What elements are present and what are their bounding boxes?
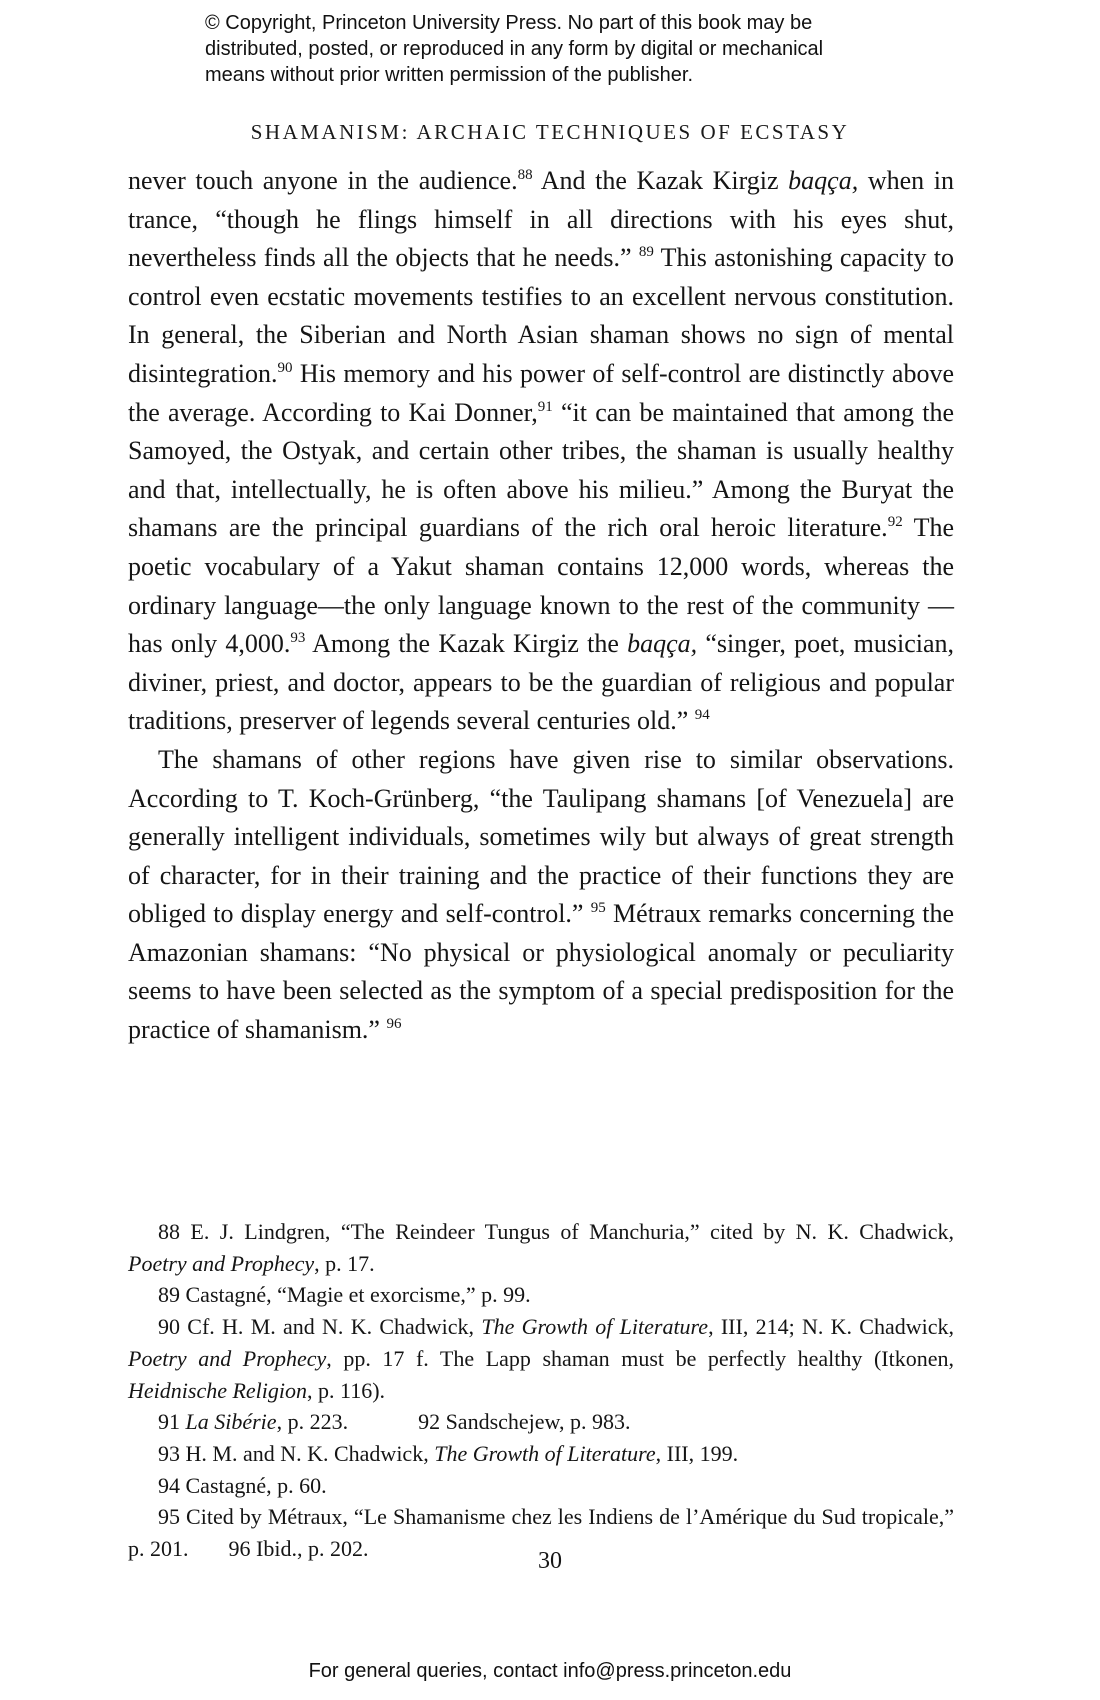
footnote-89: 89 Castagné, “Magie et exorcisme,” p. 99. [158, 1282, 531, 1308]
text-run: “singer, poet, musician, diviner, priest, and doctor, appears to be the guardian of religious and popular traditions, preserver of legends several centuries old.” [128, 629, 954, 736]
text-run: And the Kazak Kirgiz [532, 166, 789, 195]
footnote-88: 88 E. J. Lindgren, “The Reindeer Tungus of Manchuria,” cited by N. K. Chadwick, Poetry and Prophecy, p. 17. [128, 1219, 954, 1276]
footnote-ref: 95 [590, 900, 606, 917]
text-run: His memory and his power of self-control are distinctly above the average. According to Kai Donner, [128, 358, 954, 427]
footnote-92: 92 Sandschejew, p. 983. [418, 1409, 631, 1435]
text-run: The shamans of other regions have given rise to similar observations. According to T. Koch-Grünberg, “the Taulipang shamans [of Venezuela] are generally intelligent individuals, sometimes wily but always of great strength of character, for in their training and the practice of their functions they are obliged to display energy and self-control.” [128, 744, 954, 929]
footnote-ref: 94 [694, 707, 710, 724]
contact-footer: For general queries, contact info@press.princeton.edu [308, 1660, 792, 1682]
footnote-ref: 92 [887, 514, 903, 531]
footnote-ref: 93 [290, 630, 306, 647]
text-run: when in trance, “though he flings himself in all directions with his eyes shut, nevertheless finds all the objects that he needs.” [128, 166, 954, 273]
footnote-ref: 90 [277, 359, 293, 376]
text-run: The poetic vocabulary of a Yakut shaman contains 12,000 words, whereas the ordinary language—the only language known to the rest of the community —has only 4,000. [128, 513, 954, 659]
italic-term: baqça, [627, 629, 698, 659]
footnote-91-92 [128, 1406, 954, 1438]
copyright-line: distributed, posted, or reproduced in any form by digital or mechanical [205, 38, 824, 60]
page-number: 30 [538, 1548, 562, 1574]
text-run: Métraux remarks concerning the Amazonian shamans: “No physical or physiological anomaly or peculiarity seems to have been selected as the symptom of a special predisposition for the practice of shamanism.” [128, 899, 954, 1045]
footnote-90: 90 Cf. H. M. and N. K. Chadwick, The Growth of Literature, III, 214; N. K. Chadwick, Poetry and Prophecy, pp. 17 f. The Lapp shaman must be perfectly healthy (Itkonen, Heidnische Religion, p. 116). [128, 1314, 954, 1403]
text-run: “it can be maintained that among the Samoyed, the Ostyak, and certain other tribes, the shaman is usually healthy and that, intellectually, he is often above his milieu.” Among the Buryat the shamans are the principal guardians of the rich oral heroic literature. [128, 397, 954, 543]
body-text [128, 162, 954, 1050]
text-run: This astonishing capacity to control even ecstatic movements testifies to an excellent nervous constitution. In general, the Siberian and North Asian shaman shows no sign of mental disintegration. [128, 243, 954, 388]
footnote-ref: 89 [638, 244, 654, 261]
footnote-95: 95 Cited by Métraux, “Le Shamanisme chez les Indiens de l’Amérique du Sud tropicale,” p. 201. [128, 1504, 954, 1562]
footnote-91: 91 La Sibérie, p. 223. [158, 1409, 349, 1435]
copyright-line: © Copyright, Princeton University Press. No part of this book may be [205, 12, 813, 34]
copyright-notice [205, 10, 965, 88]
footnote-96: 96 Ibid., p. 202. [228, 1536, 369, 1562]
paragraph [128, 741, 954, 1050]
footnote-94: 94 Castagné, p. 60. [158, 1472, 327, 1498]
paragraph [128, 162, 954, 741]
footnote-ref: 91 [537, 398, 553, 415]
running-head: SHAMANISM: ARCHAIC TECHNIQUES OF ECSTASY [250, 120, 850, 144]
footnote-93: 93 H. M. and N. K. Chadwick, The Growth of Literature, III, 199. [158, 1440, 739, 1466]
text-run: never touch anyone in the audience. [128, 166, 518, 195]
italic-term: baqça, [788, 166, 859, 195]
footnote-ref: 88 [517, 167, 533, 183]
copyright-line: means without prior written permission of the publisher. [205, 64, 694, 86]
footnotes [128, 1216, 954, 1565]
text-run: Among the Kazak Kirgiz the [305, 629, 628, 659]
footnote-ref: 96 [386, 1016, 402, 1033]
